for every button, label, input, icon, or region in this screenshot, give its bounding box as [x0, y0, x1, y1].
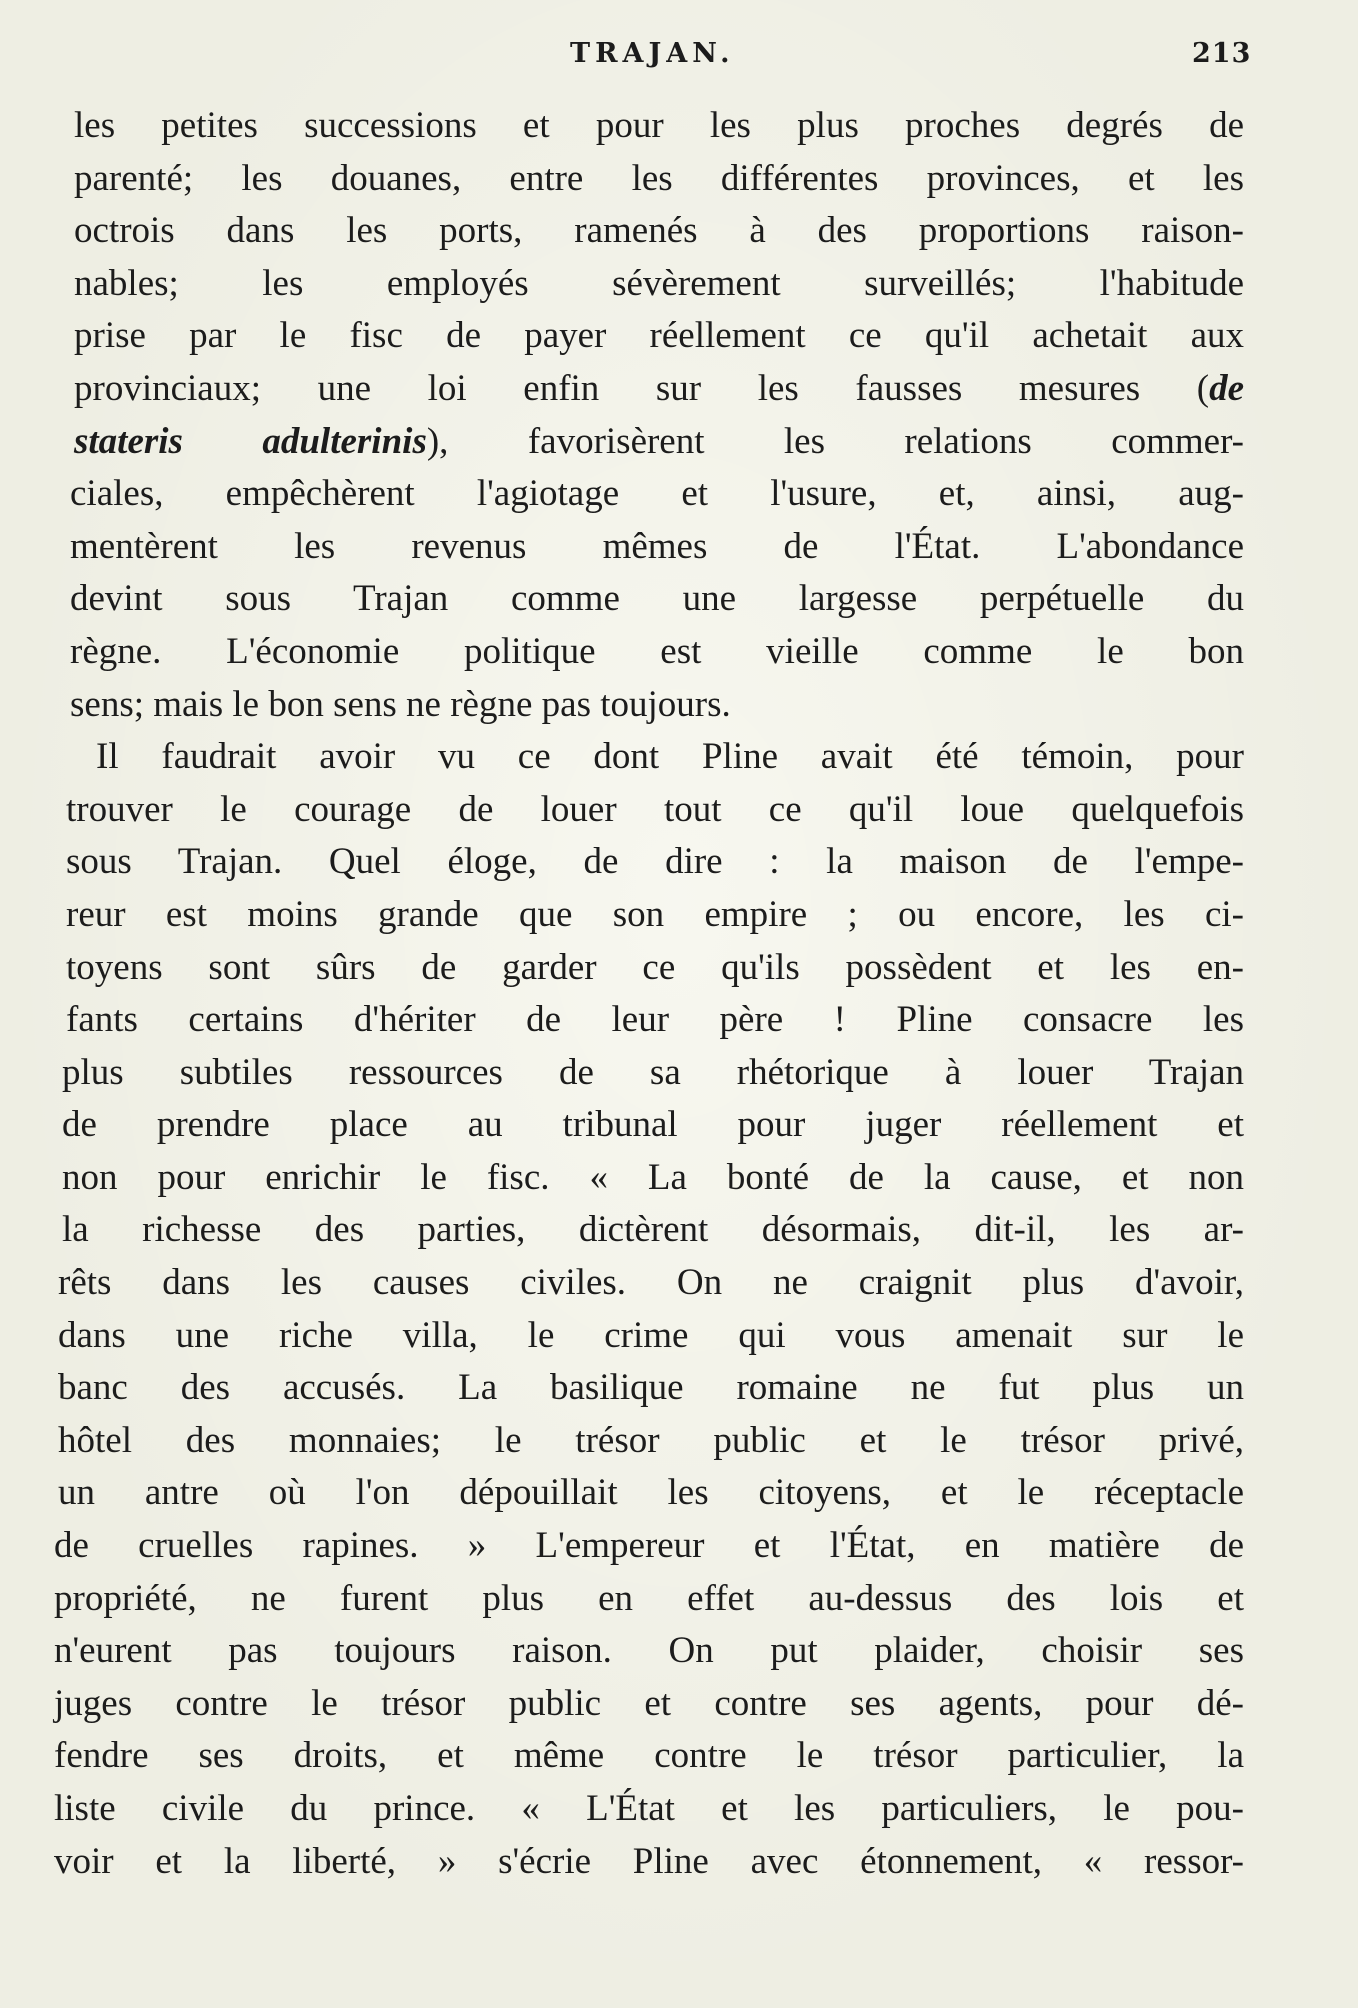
text-line: sous Trajan. Quel éloge, de dire : la maison de l'empe-: [66, 841, 1244, 883]
body-text: [54, 100, 1245, 1888]
text-line: fendre ses droits, et même contre le trésor particulier, la: [54, 1735, 1244, 1777]
text-line: n'eurent pas toujours raison. On put plaider, choisir ses: [54, 1630, 1244, 1672]
text-line: de prendre place au tribunal pour juger réellement et: [62, 1104, 1244, 1146]
text-line: dans une riche villa, le crime qui vous amenait sur le: [58, 1314, 1244, 1356]
text-line: octrois dans les ports, ramenés à des proportions raison-: [74, 210, 1244, 252]
text-line: [74, 363, 1244, 416]
text-line: nables; les employés sévèrement surveillés; l'habitude: [74, 262, 1244, 304]
text-line: banc des accusés. La basilique romaine ne fut plus un: [58, 1367, 1244, 1409]
text-line: ciales, empêchèrent l'agiotage et l'usure, et, ainsi, aug-: [70, 473, 1244, 515]
text-line: rêts dans les causes civiles. On ne craignit plus d'avoir,: [58, 1262, 1244, 1304]
text-line: mentèrent les revenus mêmes de l'État. L'abondance: [70, 525, 1244, 567]
text-line: fants certains d'hériter de leur père ! Pline consacre les: [66, 999, 1244, 1041]
running-title: TRAJAN.: [570, 38, 735, 69]
text-line: hôtel des monnaies; le trésor public et le trésor privé,: [58, 1419, 1244, 1461]
italic-term: stateris adulterinis: [74, 420, 427, 462]
text-line: devint sous Trajan comme une largesse perpétuelle du: [70, 578, 1244, 620]
text-line: non pour enrichir le fisc. « La bonté de la cause, et non: [62, 1156, 1244, 1198]
text-line: reur est moins grande que son empire ; ou encore, les ci-: [66, 893, 1244, 935]
text-line: juges contre le trésor public et contre ses agents, pour dé-: [54, 1682, 1244, 1724]
text-line: plus subtiles ressources de sa rhétorique à louer Trajan: [62, 1051, 1244, 1093]
text-line: voir et la liberté, » s'écrie Pline avec étonnement, « ressor-: [54, 1840, 1244, 1882]
text-line: [74, 416, 1244, 469]
text-segment: ), favorisèrent les relations commer-: [426, 420, 1245, 462]
text-segment: provinciaux; une loi enfin sur les fausses mesures (: [74, 367, 1210, 409]
italic-term: de: [1209, 367, 1244, 409]
page-number: 213: [1192, 38, 1252, 69]
text-line: la richesse des parties, dictèrent désormais, dit-il, les ar-: [62, 1209, 1244, 1251]
text-line: de cruelles rapines. » L'empereur et l'État, en matière de: [54, 1525, 1244, 1567]
text-line: sens; mais le bon sens ne règne pas toujours.: [70, 683, 731, 725]
running-head: [0, 38, 1358, 78]
text-line: les petites successions et pour les plus proches degrés de: [74, 105, 1244, 146]
text-line: trouver le courage de louer tout ce qu'il loue quelquefois: [66, 788, 1244, 830]
text-line: un antre où l'on dépouillait les citoyens, et le réceptacle: [58, 1472, 1244, 1514]
text-line: règne. L'économie politique est vieille comme le bon: [70, 630, 1244, 672]
text-line: Il faudrait avoir vu ce dont Pline avait été témoin, pour: [96, 736, 1244, 778]
text-line: propriété, ne furent plus en effet au-dessus des lois et: [54, 1577, 1244, 1619]
text-line: liste civile du prince. « L'État et les particuliers, le pou-: [54, 1788, 1244, 1829]
text-line: prise par le fisc de payer réellement ce qu'il achetait aux: [74, 315, 1244, 357]
text-line: parenté; les douanes, entre les différentes provinces, et les: [74, 157, 1244, 199]
text-line: toyens sont sûrs de garder ce qu'ils possèdent et les en-: [66, 946, 1244, 988]
